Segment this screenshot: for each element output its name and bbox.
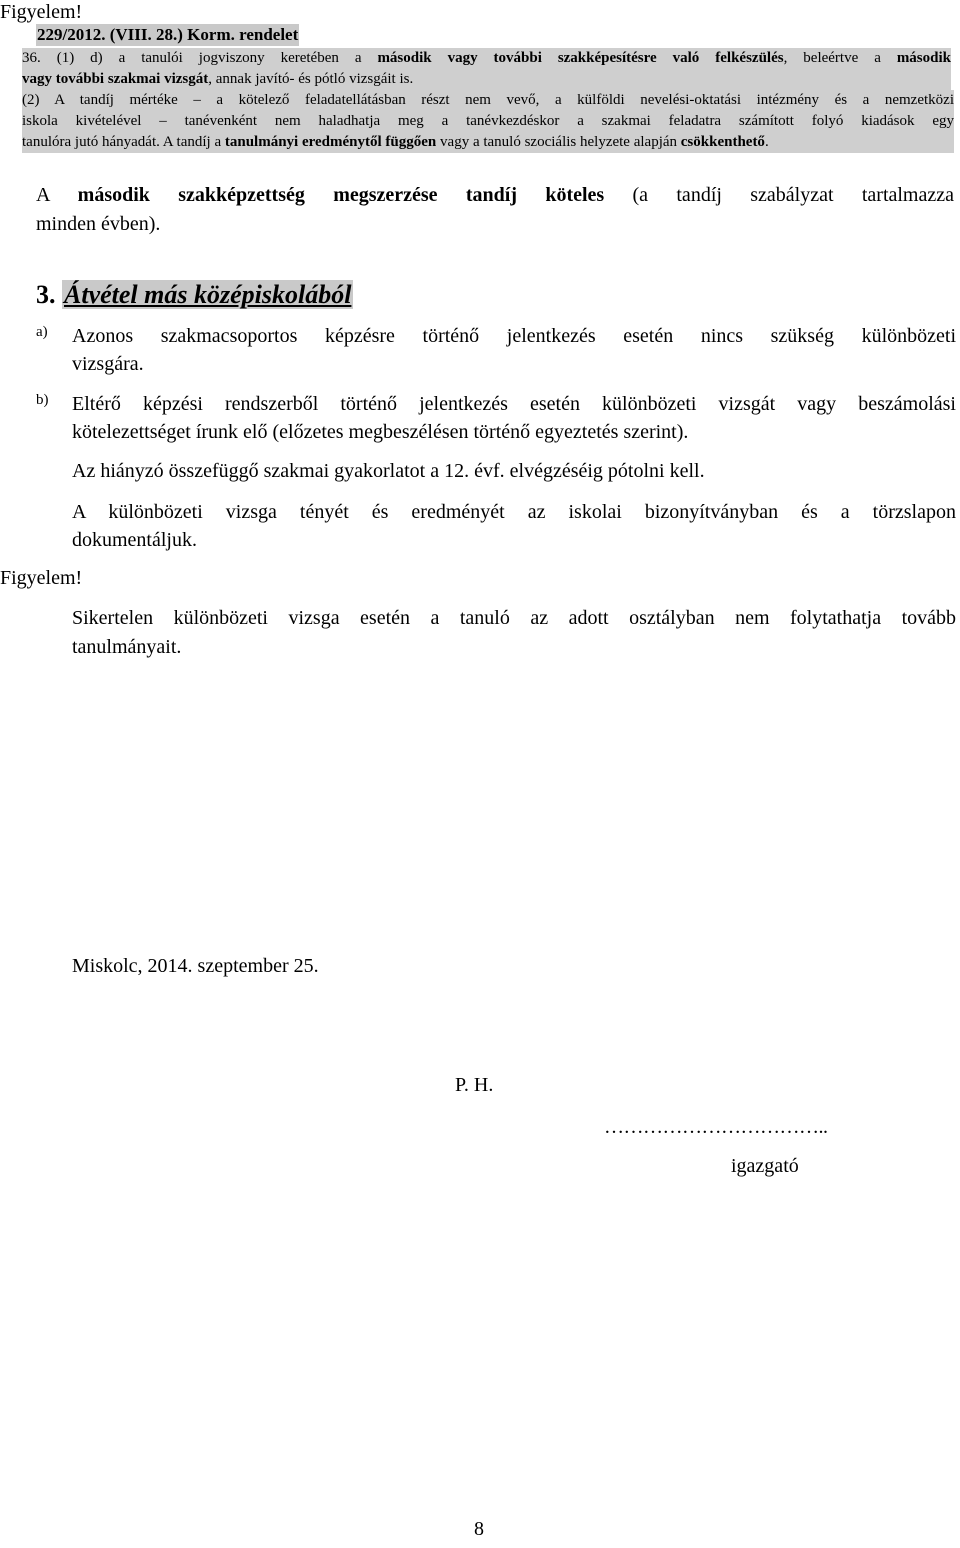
- warning-label: Figyelem!: [0, 567, 83, 589]
- second-qualification-paragraph: A második szakképzettség megszerzése tandíj köteles (a tandíj szabályzat tartalmazza minden évben).: [36, 184, 954, 235]
- law-paragraph-2: (2) A tandíj mértéke – a kötelező feladatellátásban részt nem vevő, a külföldi nevelési-oktatási intézmény és a nemzetközi iskola kivételével – tanévenként nem haladhatja meg a tanévkezdéskor a szakmai feladatra számított folyó kiadások egy tanulóra jutó hányadát. A tandíj a tanulmányi eredménytől függően vagy a tanuló szociális helyzete alapján csökkenthető.: [22, 90, 954, 153]
- stamp-placeholder: P. H.: [455, 1074, 494, 1096]
- item-b-practice-note: Az hiányzó összefüggő szakmai gyakorlatot a 12. évf. elvégzéséig pótolni kell.: [72, 460, 705, 482]
- signature-role: igazgató: [731, 1155, 799, 1177]
- attention-heading: Figyelem!: [0, 1, 83, 23]
- section-3-title: Átvétel más középiskolából: [64, 280, 352, 309]
- place-date: Miskolc, 2014. szeptember 25.: [72, 955, 319, 977]
- item-marker-b: b): [36, 392, 49, 408]
- item-b-documentation: A különbözeti vizsga tényét és eredményét az iskolai bizonyítványban és a törzslapon dokumentáljuk.: [72, 501, 956, 551]
- warning-text: Sikertelen különbözeti vizsga esetén a tanuló az adott osztályban nem folytathatja tovább tanulmányait.: [72, 607, 956, 658]
- law-paragraph-36: 36. (1) d) a tanulói jogviszony keretében a második vagy további szakképesítésre való felkészülés, beleértve a második vagy további szakmai vizsgát, annak javító- és pótló vizsgáit is.: [22, 48, 951, 90]
- section-3-heading: 3. Átvétel más középiskolából: [36, 280, 352, 309]
- signature-line: ……………………………..: [604, 1116, 828, 1138]
- decree-title: 229/2012. (VIII. 28.) Korm. rendelet: [37, 25, 299, 44]
- page-number: 8: [474, 1518, 484, 1540]
- item-marker-a: a): [36, 324, 48, 340]
